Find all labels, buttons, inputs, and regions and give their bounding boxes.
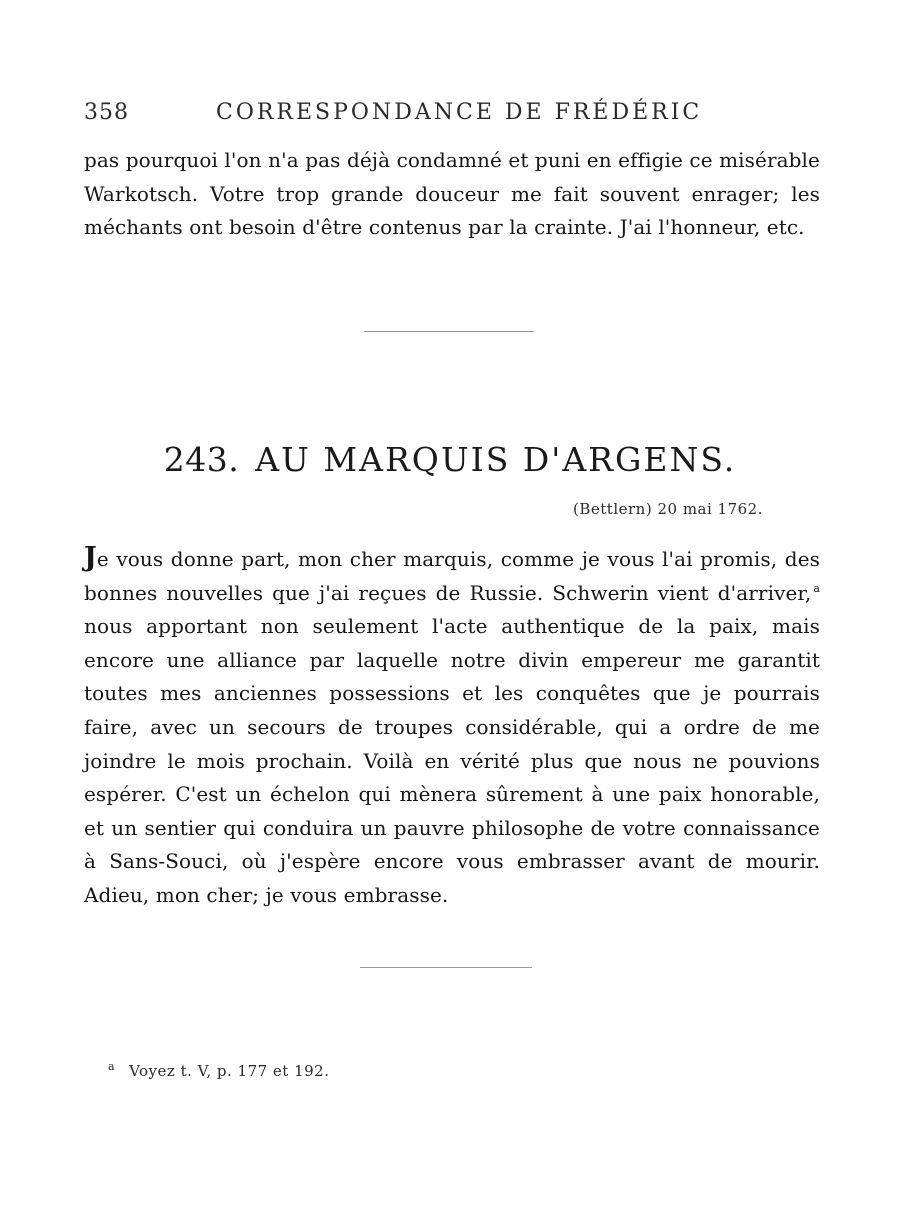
footnote-marker: a bbox=[108, 1060, 116, 1073]
page-number: 358 bbox=[84, 100, 129, 125]
letter-number: 243. bbox=[163, 440, 240, 479]
previous-letter-paragraph: pas pourquoi l'on n'a pas déjà condamné et puni en effigie ce misérable Warkotsch. Votre trop grande douceur me fait souvent enrager; les méchants ont besoin d'être contenus par la crainte. J'ai l'honneur, etc. bbox=[84, 148, 820, 240]
previous-letter-ending bbox=[84, 144, 820, 245]
letter-dateline: (Bettlern) 20 mai 1762. bbox=[573, 500, 763, 518]
drop-cap: J bbox=[84, 542, 97, 573]
running-head bbox=[84, 100, 824, 132]
section-divider-end bbox=[360, 967, 532, 968]
letter-text-part-2: nous apportant non seulement l'acte authentique de la paix, mais encore une alliance par laquelle notre divin empereur me garantit toutes mes anciennes possessions et les conquêtes que je pourrais faire, avec un secours de troupes considérable, qui a ordre de me joindre le mois prochain. Voilà en vérité plus que nous ne pouvions espérer. C'est un échelon qui mènera sûrement à une paix honorable, et un sentier qui conduira un pauvre philosophe de votre connaissance à Sans-Souci, où j'espère encore vous embrasser avant de mourir. Adieu, mon cher; je vous embrasse. bbox=[84, 614, 820, 907]
letter-heading bbox=[0, 440, 900, 479]
section-divider bbox=[364, 331, 534, 332]
footnote-text: Voyez t. V, p. 177 et 192. bbox=[129, 1062, 330, 1080]
footnote bbox=[108, 1060, 330, 1080]
letter-body bbox=[84, 541, 820, 913]
letter-paragraph bbox=[84, 541, 820, 913]
letter-text-part-1: e vous donne part, mon cher marquis, comme je vous l'ai promis, des bonnes nouvelles que j'ai reçues de Russie. Schwerin vient d'arriver, bbox=[84, 547, 820, 605]
running-title: CORRESPONDANCE DE FRÉDÉRIC bbox=[216, 100, 703, 125]
footnote-reference[interactable]: a bbox=[813, 581, 820, 595]
letter-title: AU MARQUIS D'ARGENS. bbox=[255, 440, 737, 479]
